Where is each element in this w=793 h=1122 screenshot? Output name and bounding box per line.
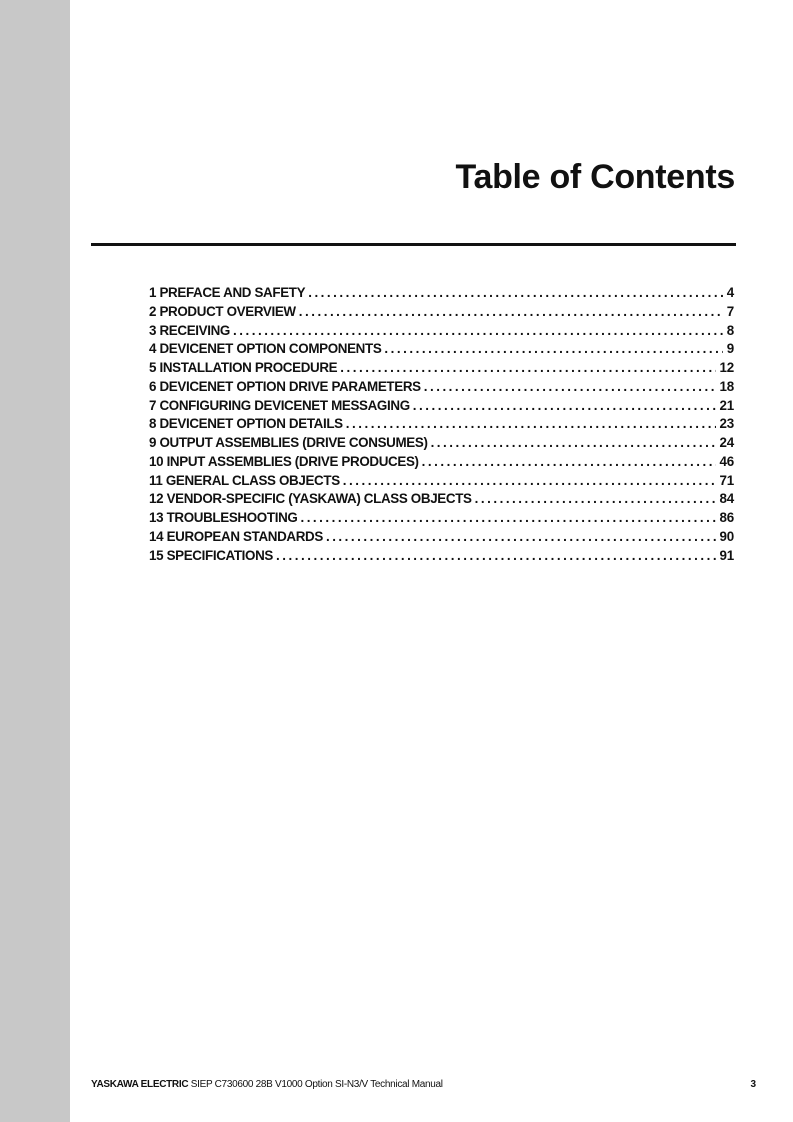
toc-entry-page: 90	[719, 528, 734, 544]
toc-dot-leader	[422, 453, 716, 472]
table-of-contents	[149, 284, 734, 565]
toc-entry-label: 2 PRODUCT OVERVIEW	[149, 303, 296, 319]
toc-entry[interactable]	[149, 547, 734, 566]
toc-entry-label: 4 DEVICENET OPTION COMPONENTS	[149, 341, 382, 357]
toc-entry-label: 10 INPUT ASSEMBLIES (DRIVE PRODUCES)	[149, 453, 419, 469]
toc-entry-page: 7	[726, 303, 734, 319]
toc-entry-page: 46	[719, 453, 734, 469]
toc-dot-leader	[233, 322, 723, 341]
footer-page-number: 3	[750, 1079, 756, 1090]
toc-entry[interactable]	[149, 303, 734, 322]
page-title: Table of Contents	[455, 158, 735, 196]
page-footer	[91, 1079, 756, 1090]
toc-dot-leader	[475, 490, 716, 509]
toc-entry[interactable]	[149, 378, 734, 397]
toc-entry-label: 14 EUROPEAN STANDARDS	[149, 528, 323, 544]
toc-entry-label: 6 DEVICENET OPTION DRIVE PARAMETERS	[149, 378, 421, 394]
toc-entry-page: 24	[719, 435, 734, 450]
toc-entry[interactable]	[149, 340, 734, 359]
toc-dot-leader	[326, 528, 716, 547]
toc-entry[interactable]	[149, 359, 734, 378]
toc-entry-label: 15 SPECIFICATIONS	[149, 547, 274, 563]
toc-entry-page: 18	[719, 378, 734, 394]
toc-entry-label: 1 PREFACE AND SAFETY	[149, 285, 306, 300]
toc-dot-leader	[431, 434, 716, 453]
toc-entry-label: 12 VENDOR-SPECIFIC (YASKAWA) CLASS OBJECTS	[149, 491, 472, 507]
toc-entry-page: 71	[719, 472, 734, 488]
toc-entry[interactable]	[149, 322, 734, 341]
toc-entry-page: 12	[719, 360, 734, 375]
toc-entry-label: 7 CONFIGURING DEVICENET MESSAGING	[149, 397, 410, 413]
footer-brand: YASKAWA ELECTRIC	[91, 1079, 189, 1090]
toc-dot-leader	[340, 359, 715, 378]
toc-entry-label: 13 TROUBLESHOOTING	[149, 510, 298, 525]
toc-entry-label: 11 GENERAL CLASS OBJECTS	[149, 472, 340, 488]
toc-entry-label: 8 DEVICENET OPTION DETAILS	[149, 416, 343, 432]
toc-entry[interactable]	[149, 397, 734, 416]
toc-dot-leader	[343, 472, 716, 491]
footer-document-reference	[91, 1079, 443, 1090]
toc-entry-page: 21	[719, 397, 734, 413]
toc-entry[interactable]	[149, 528, 734, 547]
toc-entry[interactable]	[149, 415, 734, 434]
toc-dot-leader	[308, 284, 723, 303]
toc-entry[interactable]	[149, 509, 734, 528]
toc-entry[interactable]	[149, 284, 734, 303]
toc-entry-label: 3 RECEIVING	[149, 322, 230, 338]
toc-entry-label: 9 OUTPUT ASSEMBLIES (DRIVE CONSUMES)	[149, 435, 428, 450]
toc-dot-leader	[424, 378, 716, 397]
toc-entry-label: 5 INSTALLATION PROCEDURE	[149, 360, 338, 375]
toc-dot-leader	[384, 340, 722, 359]
toc-entry-page: 86	[719, 510, 734, 525]
toc-entry[interactable]	[149, 434, 734, 453]
toc-dot-leader	[276, 547, 715, 566]
toc-entry-page: 8	[726, 322, 734, 338]
footer-doc-ref: SIEP C730600 28B V1000 Option SI-N3/V Technical Manual	[190, 1079, 443, 1090]
toc-dot-leader	[299, 303, 723, 322]
toc-entry[interactable]	[149, 490, 734, 509]
side-margin-band	[0, 0, 70, 1122]
toc-entry[interactable]	[149, 472, 734, 491]
title-divider	[91, 243, 736, 246]
toc-dot-leader	[300, 509, 715, 528]
toc-entry-page: 4	[726, 285, 734, 300]
toc-dot-leader	[346, 415, 716, 434]
toc-entry[interactable]	[149, 453, 734, 472]
toc-entry-page: 23	[719, 416, 734, 432]
toc-entry-page: 91	[719, 547, 734, 563]
toc-entry-page: 9	[726, 341, 734, 357]
toc-dot-leader	[413, 397, 716, 416]
toc-entry-page: 84	[719, 491, 734, 507]
